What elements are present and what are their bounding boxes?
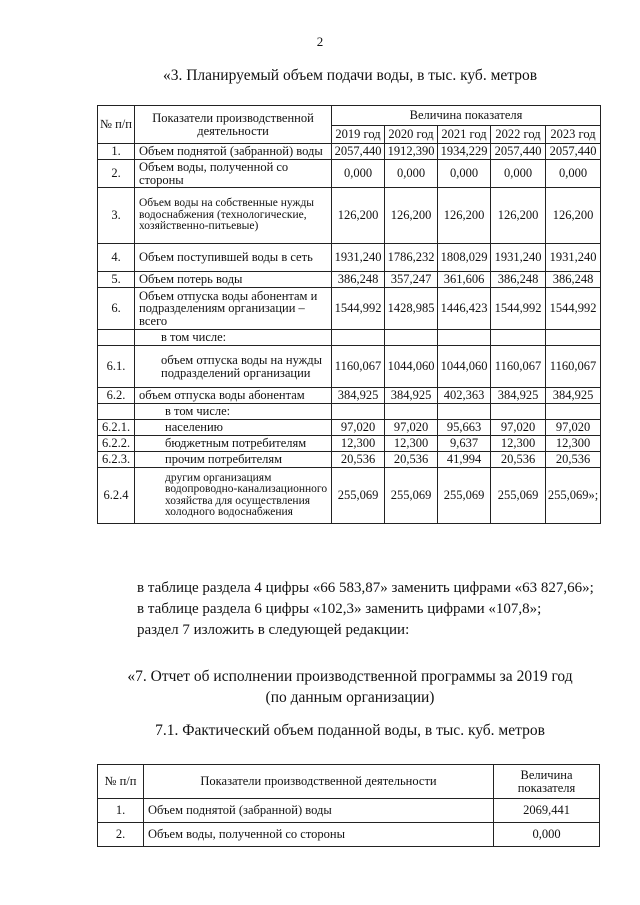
year-value: 1544,992 [546, 288, 601, 330]
indicator-name: Объем воды, полученной со стороны [135, 160, 332, 188]
year-value: 255,069 [385, 468, 438, 524]
row-number: 5. [98, 272, 135, 288]
year-value: 384,925 [385, 388, 438, 404]
table1-year-header: 2020 год [385, 126, 438, 144]
year-value: 0,000 [546, 160, 601, 188]
section-7-heading-line2: (по данным организации) [265, 689, 435, 706]
year-value: 12,300 [332, 436, 385, 452]
table2-cell-value: 2069,441 [494, 799, 600, 823]
year-value [546, 330, 601, 346]
section-7-heading [100, 666, 600, 708]
row-number: 6.2. [98, 388, 135, 404]
year-value [385, 330, 438, 346]
year-value: 1044,060 [385, 346, 438, 388]
year-value: 20,536 [332, 452, 385, 468]
table-row [98, 330, 601, 346]
year-value: 1428,985 [385, 288, 438, 330]
section-7-heading-line1: «7. Отчет об исполнении производственной программы за 2019 год [127, 668, 573, 685]
table-row [98, 160, 601, 188]
year-value: 255,069 [438, 468, 491, 524]
year-value: 1544,992 [491, 288, 546, 330]
year-value: 1931,240 [491, 244, 546, 272]
year-value [438, 330, 491, 346]
year-value: 384,925 [332, 388, 385, 404]
year-value: 1446,423 [438, 288, 491, 330]
indicator-name: населению [135, 420, 332, 436]
year-value: 386,248 [332, 272, 385, 288]
year-value: 402,363 [438, 388, 491, 404]
row-number [98, 404, 135, 420]
table-row [98, 244, 601, 272]
table1-year-header: 2021 год [438, 126, 491, 144]
year-value [385, 404, 438, 420]
year-value: 386,248 [546, 272, 601, 288]
year-value: 361,606 [438, 272, 491, 288]
indicator-name: объем отпуска воды на нужды подразделений организации [135, 346, 332, 388]
table-row [98, 388, 601, 404]
year-value [332, 404, 385, 420]
year-value: 12,300 [491, 436, 546, 452]
year-value: 126,200 [491, 188, 546, 244]
indicator-name: в том числе: [135, 404, 332, 420]
year-value: 1808,029 [438, 244, 491, 272]
table2-cell-value: 0,000 [494, 823, 600, 847]
year-value: 20,536 [491, 452, 546, 468]
year-value: 126,200 [385, 188, 438, 244]
indicator-name: в том числе: [135, 330, 332, 346]
year-value: 97,020 [385, 420, 438, 436]
indicator-name: Объем поднятой (забранной) воды [135, 144, 332, 160]
year-value: 1044,060 [438, 346, 491, 388]
row-number: 4. [98, 244, 135, 272]
year-value: 97,020 [491, 420, 546, 436]
table-row [98, 436, 601, 452]
year-value: 126,200 [332, 188, 385, 244]
table1-year-header: 2019 год [332, 126, 385, 144]
table2-cell-no: 1. [98, 799, 144, 823]
year-value: 97,020 [332, 420, 385, 436]
indicator-name: объем отпуска воды абонентам [135, 388, 332, 404]
year-value: 1912,390 [385, 144, 438, 160]
year-value: 0,000 [491, 160, 546, 188]
row-number: 6.2.2. [98, 436, 135, 452]
row-number: 6.1. [98, 346, 135, 388]
year-value: 2057,440 [491, 144, 546, 160]
indicator-name: Объем воды на собственные нужды водоснабжения (технологические, хозяйственно-питьевые) [135, 188, 332, 244]
year-value: 1160,067 [332, 346, 385, 388]
table1-header-no: № п/п [98, 106, 135, 144]
table-row [98, 420, 601, 436]
amendment-note: в таблице раздела 6 цифры «102,3» заменить цифрами «107,8»; [137, 601, 542, 617]
year-value: 255,069 [491, 468, 546, 524]
table-row [98, 404, 601, 420]
row-number: 1. [98, 144, 135, 160]
year-value: 0,000 [438, 160, 491, 188]
year-value: 20,536 [546, 452, 601, 468]
amendment-note: в таблице раздела 4 цифры «66 583,87» заменить цифрами «63 827,66»; [137, 580, 594, 596]
table-row [98, 346, 601, 388]
year-value: 2057,440 [546, 144, 601, 160]
year-value: 95,663 [438, 420, 491, 436]
actual-water-supply-table [97, 764, 600, 847]
year-value: 2057,440 [332, 144, 385, 160]
table2-header-no: № п/п [98, 765, 144, 799]
year-value: 0,000 [385, 160, 438, 188]
table-row [98, 144, 601, 160]
year-value: 384,925 [546, 388, 601, 404]
year-value: 12,300 [546, 436, 601, 452]
year-value: 0,000 [332, 160, 385, 188]
indicator-name: Объем потерь воды [135, 272, 332, 288]
year-value: 1934,229 [438, 144, 491, 160]
year-value: 126,200 [438, 188, 491, 244]
year-value [491, 404, 546, 420]
year-value [491, 330, 546, 346]
amendment-note: раздел 7 изложить в следующей редакции: [137, 622, 410, 638]
year-value: 255,069»; [546, 468, 601, 524]
year-value: 1544,992 [332, 288, 385, 330]
row-number: 3. [98, 188, 135, 244]
indicator-name: другим организациям водопроводно-канализационного хозяйства для осуществления холодного водоснабжения [135, 468, 332, 524]
year-value [438, 404, 491, 420]
year-value: 386,248 [491, 272, 546, 288]
table2-cell-indicator: Объем воды, полученной со стороны [144, 823, 494, 847]
row-number [98, 330, 135, 346]
year-value: 1786,232 [385, 244, 438, 272]
year-value: 1931,240 [332, 244, 385, 272]
year-value: 255,069 [332, 468, 385, 524]
table-row [98, 288, 601, 330]
year-value: 12,300 [385, 436, 438, 452]
year-value: 1931,240 [546, 244, 601, 272]
row-number: 6. [98, 288, 135, 330]
table-row [98, 188, 601, 244]
page-number: 2 [316, 34, 324, 49]
table2-cell-no: 2. [98, 823, 144, 847]
year-value: 1160,067 [491, 346, 546, 388]
row-number: 2. [98, 160, 135, 188]
table1-year-header: 2023 год [546, 126, 601, 144]
table1-header-indicator: Показатели производственной деятельности [135, 106, 332, 144]
table2-cell-indicator: Объем поднятой (забранной) воды [144, 799, 494, 823]
row-number: 6.2.4 [98, 468, 135, 524]
year-value: 97,020 [546, 420, 601, 436]
year-value [332, 330, 385, 346]
year-value: 41,994 [438, 452, 491, 468]
indicator-name: Объем поступившей воды в сеть [135, 244, 332, 272]
year-value: 20,536 [385, 452, 438, 468]
table2-header-indicator: Показатели производственной деятельности [144, 765, 494, 799]
year-value: 357,247 [385, 272, 438, 288]
table1-year-header: 2022 год [491, 126, 546, 144]
section-7-1-heading: 7.1. Фактический объем поданной воды, в тыс. куб. метров [155, 722, 545, 739]
table1-header-value: Величина показателя [332, 106, 601, 126]
table-row [98, 452, 601, 468]
indicator-name: прочим потребителям [135, 452, 332, 468]
year-value [546, 404, 601, 420]
indicator-name: бюджетным потребителям [135, 436, 332, 452]
year-value: 126,200 [546, 188, 601, 244]
section-3-heading: «3. Планируемый объем подачи воды, в тыс. куб. метров [162, 67, 538, 84]
table2-header-value: Величина показателя [494, 765, 600, 799]
table-row [98, 468, 601, 524]
year-value: 384,925 [491, 388, 546, 404]
year-value: 9,637 [438, 436, 491, 452]
row-number: 6.2.1. [98, 420, 135, 436]
planned-water-supply-table [97, 105, 601, 524]
year-value: 1160,067 [546, 346, 601, 388]
row-number: 6.2.3. [98, 452, 135, 468]
table-row [98, 272, 601, 288]
indicator-name: Объем отпуска воды абонентам и подразделениям организации – всего [135, 288, 332, 330]
